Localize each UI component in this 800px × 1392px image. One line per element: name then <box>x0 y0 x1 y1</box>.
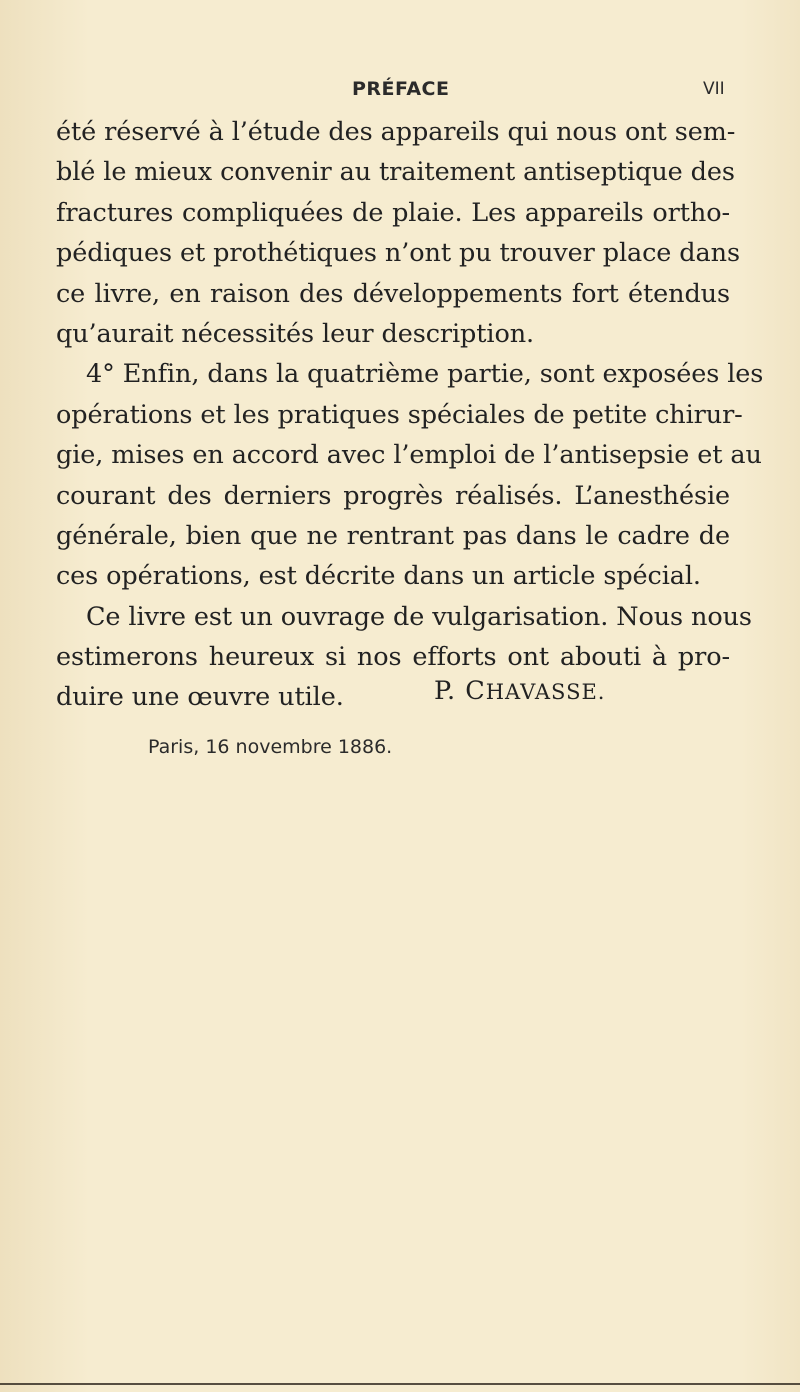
text-line: ce livre, en raison des développements fort étendus <box>56 278 730 309</box>
page-number: VII <box>703 79 725 99</box>
text-line: estimerons heureux si nos efforts ont abouti à pro- <box>56 642 730 673</box>
text-line: 4° Enfin, dans la quatrième partie, sont exposées les <box>86 359 764 390</box>
text-line: pédiques et prothétiques n’ont pu trouver place dans <box>56 238 740 269</box>
author-signature <box>434 676 605 706</box>
text-line: Ce livre est un ouvrage de vulgarisation. Nous nous <box>86 601 752 632</box>
text-line: ces opérations, est décrite dans un article spécial. <box>56 561 701 592</box>
text-line: fractures compliquées de plaie. Les appareils ortho- <box>56 197 730 228</box>
preface-body <box>56 112 764 718</box>
text-line: opérations et les pratiques spéciales de petite chirur- <box>56 399 743 430</box>
text-line: été réservé à l’étude des appareils qui nous ont sem- <box>56 117 736 147</box>
text-line: gie, mises en accord avec l’emploi de l’antisepsie et au <box>56 440 762 471</box>
page-edge-divider <box>0 1383 800 1385</box>
signature-surname: HAVASSE. <box>485 680 606 704</box>
text-line: blé le mieux convenir au traitement antiseptique des <box>56 157 735 188</box>
text-line: qu’aurait nécessités leur description. <box>56 318 535 349</box>
text-line: duire une œuvre utile. <box>56 682 344 713</box>
running-head: PRÉFACE <box>352 78 450 100</box>
signature-initial: P. C <box>434 676 486 706</box>
text-line: courant des derniers progrès réalisés. L’anesthésie <box>56 480 730 511</box>
page-header <box>0 78 800 108</box>
dateline: Paris, 16 novembre 1886. <box>148 736 393 758</box>
text-line: générale, bien que ne rentrant pas dans le cadre de <box>56 520 730 551</box>
